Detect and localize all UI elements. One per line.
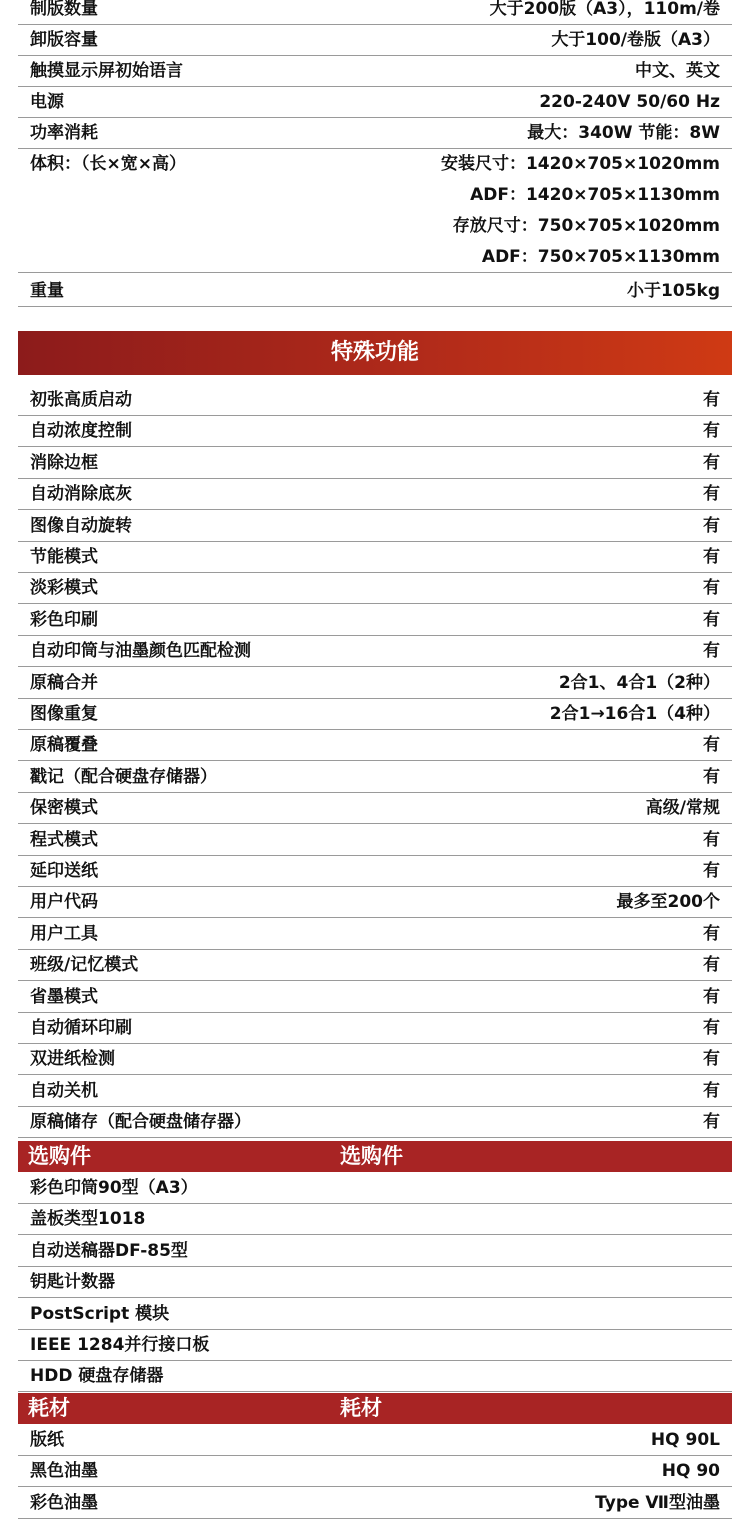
- spec-label: 功率消耗: [30, 123, 98, 143]
- options-title-center: 选购件: [340, 1144, 403, 1168]
- special-function-row: [18, 919, 732, 950]
- options-section-header: [18, 1141, 732, 1172]
- row-value: 有: [703, 390, 720, 410]
- row-value: 有: [703, 1018, 720, 1038]
- row-label: 盖板类型1018: [30, 1209, 146, 1230]
- row-label: 彩色印筒90型（A3）: [30, 1178, 198, 1198]
- consumable-row: [18, 1456, 732, 1487]
- option-row: [18, 1299, 732, 1330]
- row-label: 节能模式: [30, 547, 98, 567]
- spec-row-weight: [18, 276, 732, 307]
- special-function-row: [18, 793, 732, 824]
- row-label: 程式模式: [30, 829, 98, 850]
- row-value: 有: [703, 547, 720, 567]
- row-label: 自动关机: [30, 1080, 98, 1101]
- options-title-left: 选购件: [28, 1144, 91, 1168]
- special-function-row: [18, 1107, 732, 1138]
- special-function-row: [18, 385, 732, 416]
- consumables-section-header: [18, 1393, 732, 1424]
- row-value: 有: [703, 484, 720, 505]
- special-function-row: [18, 856, 732, 887]
- row-value: 有: [703, 515, 720, 536]
- spec-value: 安装尺寸：1420×705×1020mm: [440, 154, 720, 174]
- spec-label: 制版数量: [30, 0, 98, 19]
- row-label: 图像自动旋转: [30, 515, 132, 536]
- row-label: 原稿合并: [30, 672, 98, 693]
- row-label: 消除边框: [30, 452, 98, 473]
- spec-label: 卸版容量: [30, 30, 98, 50]
- row-label: 自动消除底灰: [30, 484, 132, 505]
- consumable-row: [18, 1488, 732, 1519]
- special-function-row: [18, 605, 732, 636]
- row-value: 有: [703, 578, 720, 599]
- row-label: 淡彩模式: [30, 578, 98, 599]
- row-label: 图像重复: [30, 704, 98, 724]
- row-value: 有: [703, 1049, 720, 1070]
- spec-value: 220-240V 50/60 Hz: [539, 92, 720, 112]
- row-value: 有: [703, 1112, 720, 1133]
- row-value: 有: [703, 861, 720, 881]
- spec-label: 触摸显示屏初始语言: [30, 61, 183, 81]
- row-value: 2合1、4合1（2种）: [558, 672, 720, 693]
- spec-value: 大于200版（A3），110m/卷: [489, 0, 720, 19]
- row-value: 有: [703, 609, 720, 630]
- consumables-title-left: 耗材: [28, 1396, 70, 1420]
- special-function-row: [18, 511, 732, 542]
- spec-row-dimensions-line: [18, 211, 732, 242]
- special-function-row: [18, 479, 732, 510]
- special-function-row: [18, 730, 732, 761]
- spec-row-discharge-capacity: [18, 25, 732, 56]
- spec-label: 重量: [30, 281, 64, 301]
- special-function-row: [18, 1044, 732, 1075]
- option-row: [18, 1173, 732, 1204]
- row-label: 用户代码: [30, 892, 98, 913]
- spec-row-power-source: [18, 87, 732, 118]
- spec-row-display-language: [18, 56, 732, 87]
- special-function-row: [18, 887, 732, 918]
- row-label: 原稿储存（配合硬盘储存器）: [30, 1112, 251, 1133]
- row-label: 用户工具: [30, 923, 98, 944]
- special-function-row: [18, 416, 732, 447]
- row-label: 版纸: [30, 1430, 64, 1450]
- row-label: 自动循环印刷: [30, 1018, 132, 1038]
- special-function-row: [18, 1013, 732, 1044]
- spec-row-dimensions-line: [18, 242, 732, 273]
- special-function-row: [18, 950, 732, 981]
- row-label: 自动送稿器DF-85型: [30, 1240, 188, 1261]
- spec-value: 大于100/卷版（A3）: [551, 30, 720, 50]
- spec-value: ADF：750×705×1130mm: [481, 247, 720, 267]
- row-value: 有: [703, 923, 720, 944]
- option-row: [18, 1330, 732, 1361]
- row-value: 有: [703, 986, 720, 1007]
- row-value: 有: [703, 452, 720, 473]
- option-row: [18, 1361, 732, 1392]
- row-value: 有: [703, 829, 720, 850]
- row-label: 戳记（配合硬盘存储器）: [30, 766, 217, 787]
- special-function-row: [18, 982, 732, 1013]
- row-label: 原稿覆叠: [30, 735, 98, 756]
- special-function-row: [18, 448, 732, 479]
- special-function-row: [18, 542, 732, 573]
- row-value: 最多至200个: [616, 892, 720, 913]
- row-label: 彩色油墨: [30, 1492, 98, 1513]
- special-function-row: [18, 825, 732, 856]
- row-label: HDD 硬盘存储器: [30, 1366, 164, 1387]
- row-label: 初张高质启动: [30, 390, 132, 410]
- special-function-row: [18, 1076, 732, 1107]
- row-value: 高级/常规: [645, 798, 720, 819]
- row-value: 2合1→16合1（4种）: [549, 704, 720, 724]
- row-label: 彩色印刷: [30, 609, 98, 630]
- spec-value: 最大：340W 节能：8W: [527, 123, 720, 143]
- consumable-row: [18, 1425, 732, 1456]
- spec-label: 电源: [30, 92, 64, 112]
- row-label: 延印送纸: [30, 861, 98, 881]
- option-row: [18, 1267, 732, 1298]
- spec-row-dimensions-line: [18, 180, 732, 211]
- row-label: 钥匙计数器: [30, 1272, 115, 1293]
- row-value: Type Ⅶ型油墨: [595, 1492, 720, 1513]
- special-function-row: [18, 762, 732, 793]
- spec-value: 存放尺寸：750×705×1020mm: [452, 216, 720, 236]
- spec-row-power-consumption: [18, 118, 732, 149]
- row-label: 保密模式: [30, 798, 98, 819]
- row-label: IEEE 1284并行接口板: [30, 1335, 210, 1355]
- special-function-row: [18, 668, 732, 699]
- row-label: 自动印筒与油墨颜色匹配检测: [30, 641, 251, 662]
- special-functions-banner: 特殊功能: [18, 331, 732, 375]
- row-label: 省墨模式: [30, 986, 98, 1007]
- row-label: PostScript 模块: [30, 1303, 170, 1324]
- row-label: 黑色油墨: [30, 1461, 98, 1482]
- row-value: 有: [703, 766, 720, 787]
- spec-value: ADF：1420×705×1130mm: [470, 185, 720, 205]
- special-function-row: [18, 699, 732, 730]
- spec-label: 体积：（长×宽×高）: [30, 154, 186, 174]
- row-value: 有: [703, 421, 720, 442]
- row-value: 有: [703, 1080, 720, 1101]
- row-value: 有: [703, 641, 720, 662]
- consumables-title-center: 耗材: [340, 1396, 382, 1420]
- row-label: 班级/记忆模式: [30, 955, 139, 976]
- spec-value: 中文、英文: [635, 61, 720, 81]
- spec-value: 小于105kg: [627, 281, 720, 301]
- row-label: 双进纸检测: [30, 1049, 115, 1070]
- row-label: 自动浓度控制: [30, 421, 132, 442]
- spec-row-plate-count: [18, 0, 732, 25]
- special-function-row: [18, 573, 732, 604]
- option-row: [18, 1236, 732, 1267]
- special-function-row: [18, 636, 732, 667]
- spec-row-dimensions: [18, 149, 732, 180]
- row-value: HQ 90: [661, 1461, 720, 1482]
- row-value: HQ 90L: [650, 1430, 720, 1450]
- row-value: 有: [703, 955, 720, 976]
- row-value: 有: [703, 735, 720, 756]
- option-row: [18, 1204, 732, 1235]
